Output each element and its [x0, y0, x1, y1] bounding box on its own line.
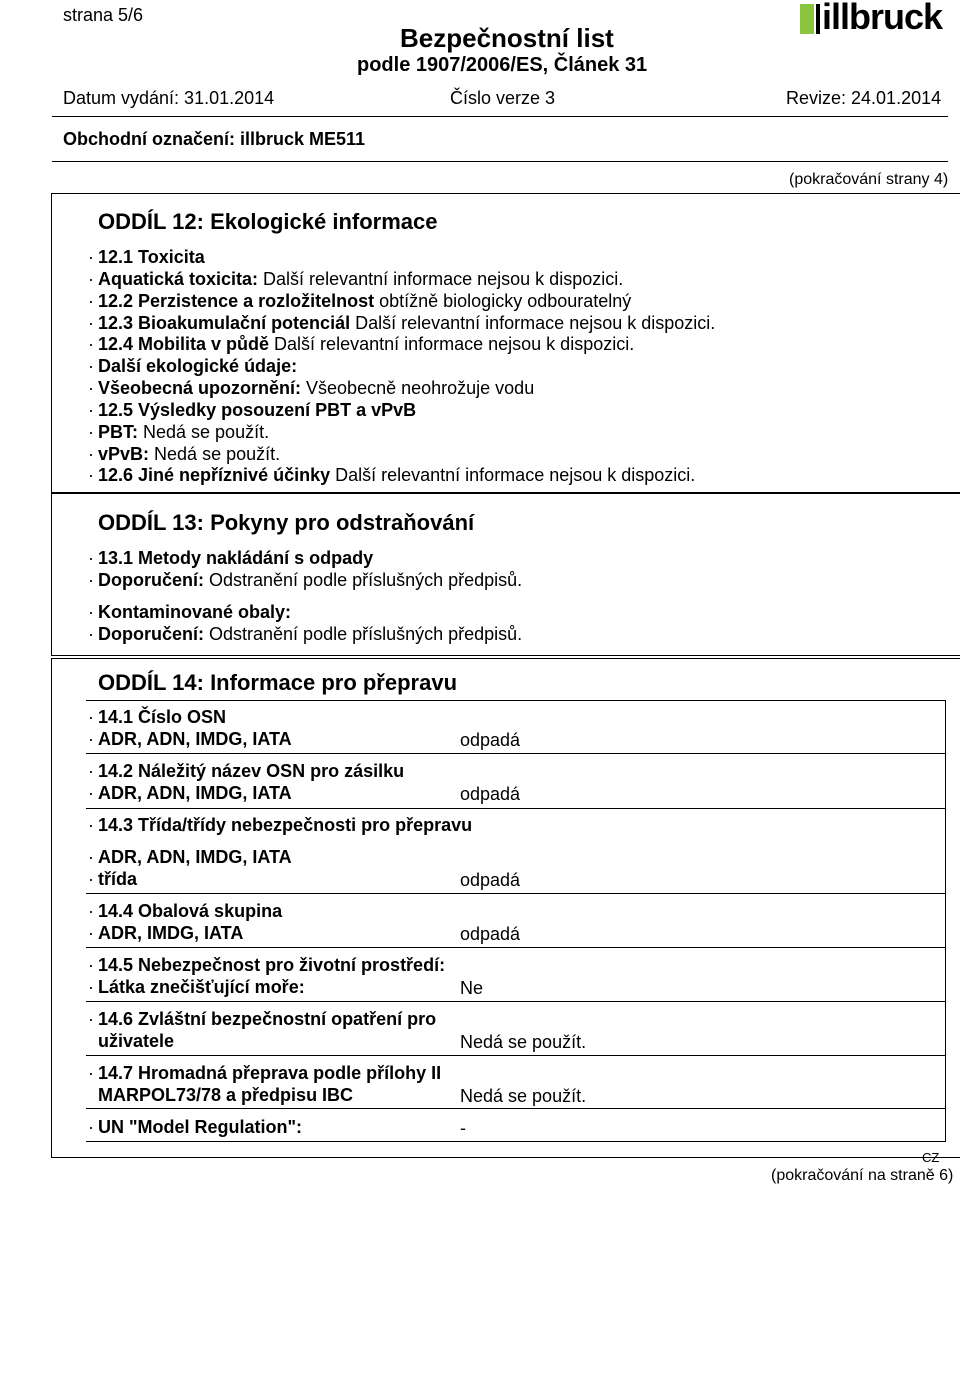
s14-shipping-name-value: odpadá	[460, 784, 521, 804]
bullet: ·	[88, 356, 94, 376]
bullet: ·	[88, 1063, 94, 1083]
bullet: ·	[88, 444, 94, 464]
bullet: ·	[88, 955, 94, 975]
language-code: CZ	[922, 1150, 940, 1165]
s14-bulk-transport-value: Nedá se použít.	[460, 1086, 587, 1106]
bullet: ·	[88, 1117, 94, 1137]
bullet: ·	[88, 400, 94, 420]
bullet: ·	[88, 783, 94, 803]
s13-waste-methods: 13.1 Metody nakládání s odpady	[98, 548, 374, 568]
table-line	[86, 1001, 946, 1002]
version-number: Číslo verze 3	[450, 88, 556, 108]
bullet: ·	[88, 378, 94, 398]
s12-aquatic-toxicity: Aquatická toxicita: Další relevantní informace nejsou k dispozici.	[98, 269, 624, 289]
revision-date: Revize: 24.01.2014	[786, 88, 942, 108]
s14-marine-pollutant: Látka znečišťující moře:	[98, 977, 305, 997]
s14-un-number: 14.1 Číslo OSN	[98, 707, 227, 727]
bullet: ·	[88, 624, 94, 644]
bullet: ·	[88, 1009, 94, 1029]
document-title: Bezpečnostní list	[400, 23, 614, 53]
bullet: ·	[88, 313, 94, 333]
trade-name: Obchodní označení: illbruck ME511	[63, 129, 366, 149]
bullet: ·	[88, 901, 94, 921]
bullet: ·	[88, 815, 94, 835]
s14-hazard-class-value: odpadá	[460, 870, 521, 890]
bullet: ·	[88, 761, 94, 781]
section-13-title: ODDÍL 13: Pokyny pro odstraňování	[98, 510, 475, 535]
document-subtitle: podle 1907/2006/ES, Článek 31	[357, 54, 648, 76]
table-line	[86, 893, 946, 894]
s14-packing-group: 14.4 Obalová skupina	[98, 901, 283, 921]
s14-special-precautions-2: uživatele	[98, 1031, 175, 1051]
s14-un-model-regulation: UN "Model Regulation":	[98, 1117, 303, 1137]
table-line	[945, 700, 946, 1141]
bullet: ·	[88, 869, 94, 889]
s14-hazard-class-modes: ADR, ADN, IMDG, IATA	[98, 847, 292, 867]
bullet: ·	[88, 729, 94, 749]
issue-date: Datum vydání: 31.01.2014	[63, 88, 275, 108]
header-divider-2	[52, 161, 948, 162]
s12-persistence: 12.2 Perzistence a rozložitelnost obtížně biologicky odbouratelný	[98, 291, 632, 311]
continued-to: (pokračování na straně 6)	[771, 1167, 954, 1184]
header-divider	[52, 116, 948, 117]
table-line	[86, 947, 946, 948]
section-12-title: ODDÍL 12: Ekologické informace	[98, 209, 438, 234]
bullet: ·	[88, 247, 94, 267]
s14-packing-group-value: odpadá	[460, 924, 521, 944]
bullet: ·	[88, 269, 94, 289]
s12-other-effects: 12.6 Jiné nepříznivé účinky Další relevantní informace nejsou k dispozici.	[98, 465, 696, 485]
s13-recommendation: Doporučení: Odstranění podle příslušných předpisů.	[98, 570, 523, 590]
page-number: strana 5/6	[63, 5, 144, 25]
bullet: ·	[88, 847, 94, 867]
bullet: ·	[88, 602, 94, 622]
bullet: ·	[88, 977, 94, 997]
s12-toxicity: 12.1 Toxicita	[98, 247, 205, 267]
s14-special-precautions-value: Nedá se použít.	[460, 1032, 587, 1052]
s14-shipping-name: 14.2 Náležitý název OSN pro zásilku	[98, 761, 405, 781]
s12-mobility: 12.4 Mobilita v půdě Další relevantní informace nejsou k dispozici.	[98, 334, 635, 354]
s14-class-label: třída	[98, 869, 138, 889]
bullet: ·	[88, 570, 94, 590]
s14-bulk-transport-2: MARPOL73/78 a předpisu IBC	[98, 1085, 354, 1105]
table-line	[86, 1108, 946, 1109]
s12-pbt: PBT: Nedá se použít.	[98, 422, 270, 442]
s14-bulk-transport: 14.7 Hromadná přeprava podle přílohy II	[98, 1063, 442, 1083]
s12-bioaccumulation: 12.3 Bioakumulační potenciál Další relevantní informace nejsou k dispozici.	[98, 313, 716, 333]
logo-text: illbruck	[822, 0, 943, 37]
s14-marine-pollutant-value: Ne	[460, 978, 484, 998]
table-line	[86, 808, 946, 809]
bullet: ·	[88, 334, 94, 354]
section-14-title: ODDÍL 14: Informace pro přepravu	[98, 670, 458, 695]
continued-from: (pokračování strany 4)	[789, 171, 949, 188]
bullet: ·	[88, 923, 94, 943]
s14-un-number-modes: ADR, ADN, IMDG, IATA	[98, 729, 292, 749]
s12-pbt-results: 12.5 Výsledky posouzení PBT a vPvB	[98, 400, 417, 420]
s12-general-notes: Všeobecná upozornění: Všeobecně neohrožuje vodu	[98, 378, 535, 398]
s14-special-precautions: 14.6 Zvláštní bezpečnostní opatření pro	[98, 1009, 437, 1029]
s14-un-model-regulation-value: -	[460, 1118, 466, 1138]
bullet: ·	[88, 465, 94, 485]
bullet: ·	[88, 291, 94, 311]
s12-other-eco: Další ekologické údaje:	[98, 356, 298, 376]
s14-hazard-class: 14.3 Třída/třídy nebezpečnosti pro přepravu	[98, 815, 473, 835]
s14-env-hazards: 14.5 Nebezpečnost pro životní prostředí:	[98, 955, 446, 975]
bullet: ·	[88, 707, 94, 727]
s14-shipping-name-modes: ADR, ADN, IMDG, IATA	[98, 783, 292, 803]
s12-vpvb: vPvB: Nedá se použít.	[98, 444, 281, 464]
s14-un-number-value: odpadá	[460, 730, 521, 750]
s13-contaminated-packaging: Kontaminované obaly:	[98, 602, 292, 622]
s13-recommendation-2: Doporučení: Odstranění podle příslušných předpisů.	[98, 624, 523, 644]
bullet: ·	[88, 548, 94, 568]
table-line	[86, 753, 946, 754]
s14-packing-group-modes: ADR, IMDG, IATA	[98, 923, 244, 943]
table-line	[86, 1055, 946, 1056]
table-line	[86, 700, 946, 701]
table-line	[86, 1141, 946, 1142]
bullet: ·	[88, 422, 94, 442]
